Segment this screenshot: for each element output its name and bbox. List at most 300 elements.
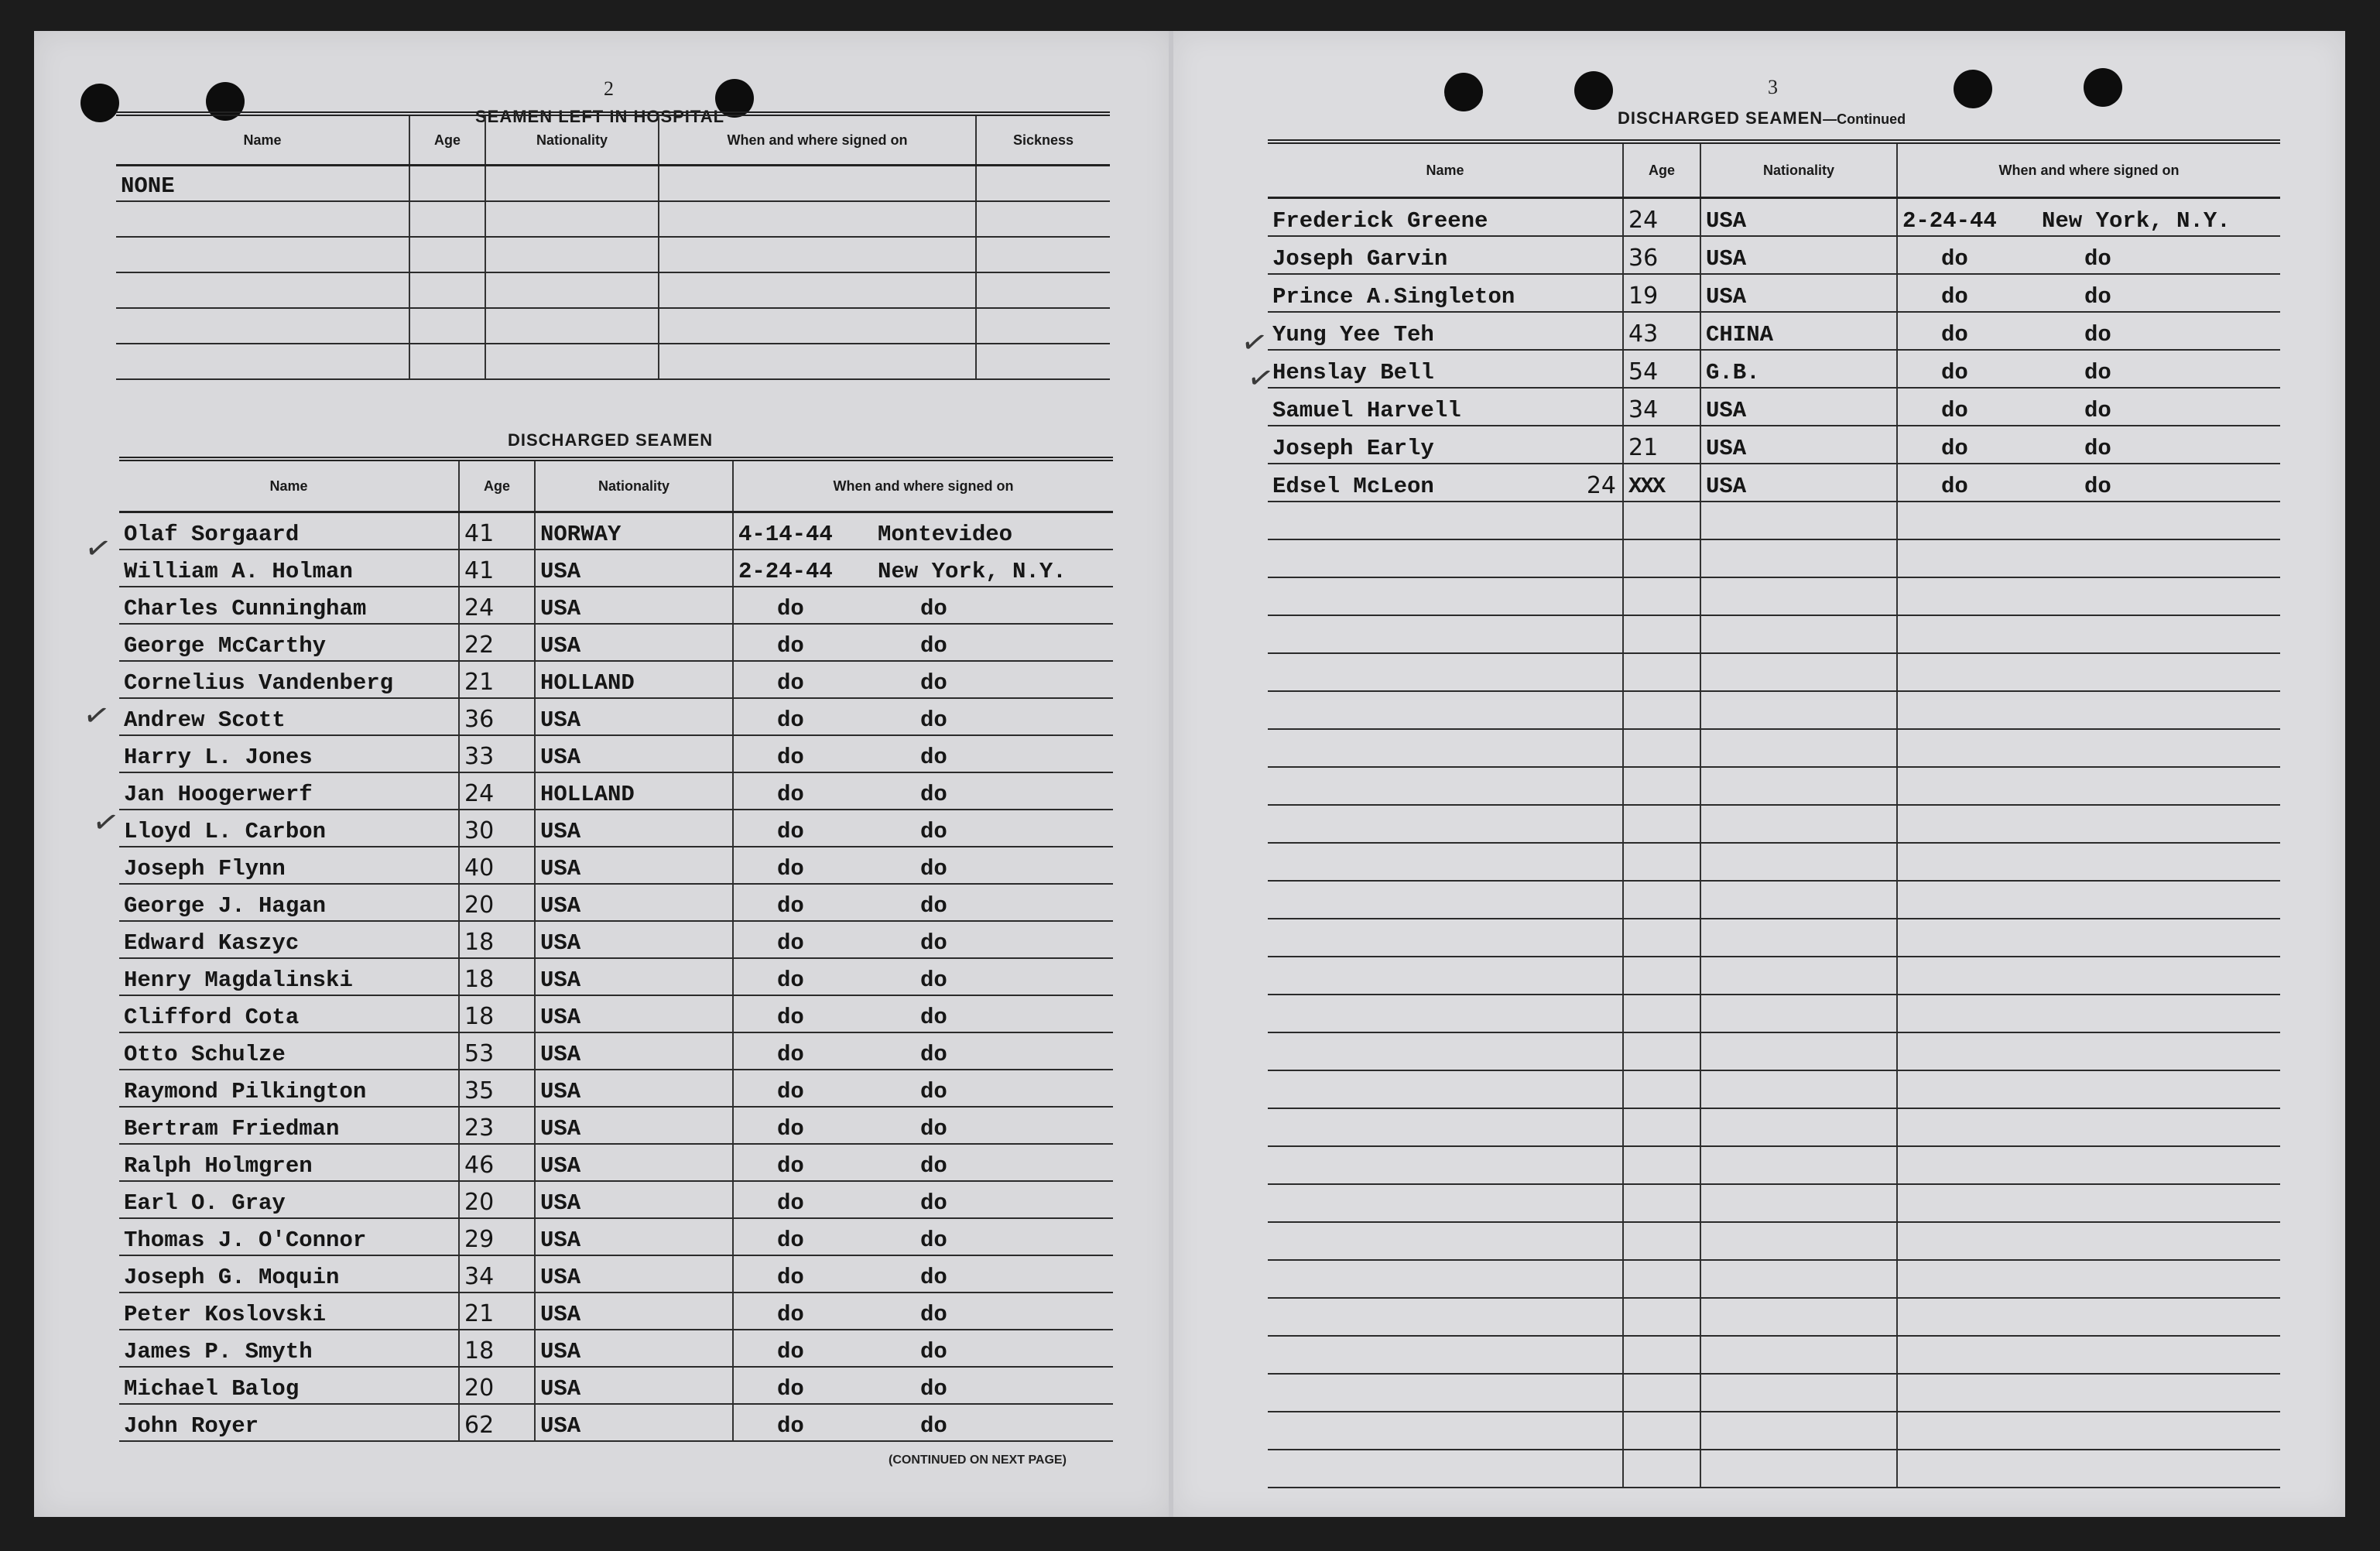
cell-nationality: USA xyxy=(536,885,734,920)
table-row xyxy=(1268,1299,2280,1337)
name-text: Edsel McLeon xyxy=(1272,474,1434,499)
signed-place: do xyxy=(2084,398,2111,423)
cell-signed-on xyxy=(734,736,1113,772)
cell-age: 35 xyxy=(460,1070,536,1106)
table-row xyxy=(1268,844,2280,882)
name-text: Joseph Early xyxy=(1272,436,1434,461)
table-row xyxy=(1268,1261,2280,1299)
cell-age: 34 xyxy=(1624,389,1701,425)
cell-signed-on xyxy=(734,810,1113,846)
cell-name: Lloyd L. Carbon xyxy=(119,810,460,846)
cell-empty xyxy=(1898,1412,2280,1449)
signed-date: do xyxy=(777,930,804,956)
table-row xyxy=(119,996,1113,1033)
name-text: Joseph Garvin xyxy=(1272,246,1448,272)
signed-date: do xyxy=(777,1339,804,1364)
cell-empty xyxy=(1624,1223,1701,1259)
signed-date: do xyxy=(777,782,804,807)
signed-date: do xyxy=(1941,246,1968,272)
cell-empty xyxy=(977,238,1110,272)
signed-place: do xyxy=(920,930,947,956)
header-age: Age xyxy=(460,461,536,511)
cell-nationality: USA xyxy=(536,587,734,623)
cell-empty xyxy=(1624,882,1701,918)
cell-empty xyxy=(1624,654,1701,690)
table-row xyxy=(119,1368,1113,1405)
cell-empty xyxy=(1624,578,1701,615)
table-row xyxy=(1268,1185,2280,1223)
cell-age: 22 xyxy=(460,625,536,660)
cell-age: 18 xyxy=(460,996,536,1032)
cell-empty xyxy=(1898,995,2280,1032)
cell-empty xyxy=(486,309,659,343)
cell-empty xyxy=(1624,995,1701,1032)
cell-nationality: USA xyxy=(536,847,734,883)
cell-empty xyxy=(1898,1223,2280,1259)
cell-nationality: USA xyxy=(1701,237,1898,273)
cell-signed-on xyxy=(1898,426,2280,463)
cell-empty xyxy=(1624,1299,1701,1335)
cell-name: James P. Smyth xyxy=(119,1330,460,1366)
table-row xyxy=(1268,995,2280,1033)
cell-name: NONE xyxy=(116,166,410,200)
signed-date: do xyxy=(777,1042,804,1067)
signed-place: do xyxy=(920,893,947,919)
cell-empty xyxy=(1268,1375,1624,1411)
cell-nationality: USA xyxy=(1701,199,1898,235)
cell-name: Raymond Pilkington xyxy=(119,1070,460,1106)
cell-signed-on xyxy=(734,1405,1113,1440)
cell-empty xyxy=(486,166,659,200)
cell-empty xyxy=(1701,540,1898,577)
name-text: Prince A.Singleton xyxy=(1272,284,1515,310)
table-row xyxy=(1268,1147,2280,1185)
cell-empty xyxy=(1898,1450,2280,1487)
cell-empty xyxy=(1701,616,1898,652)
cell-empty xyxy=(1268,768,1624,804)
cell-empty xyxy=(659,166,977,200)
cell-name xyxy=(1268,389,1624,425)
cell-empty xyxy=(1268,1185,1624,1221)
cell-empty xyxy=(1701,1223,1898,1259)
cell-age: 18 xyxy=(460,959,536,995)
signed-date: do xyxy=(777,893,804,919)
table-row xyxy=(1268,1412,2280,1450)
cell-empty xyxy=(1624,1337,1701,1373)
cell-empty xyxy=(1268,616,1624,652)
cell-signed-on xyxy=(734,959,1113,995)
table-row xyxy=(119,1219,1113,1256)
cell-empty xyxy=(1701,1071,1898,1108)
table-row xyxy=(1268,730,2280,768)
cell-name: Otto Schulze xyxy=(119,1033,460,1069)
cell-name xyxy=(1268,426,1624,463)
header-sickness: Sickness xyxy=(1012,132,1074,148)
cell-empty xyxy=(1268,919,1624,956)
table-row xyxy=(1268,1223,2280,1261)
cell-empty xyxy=(1268,578,1624,615)
cell-age: 40 xyxy=(460,847,536,883)
table-row xyxy=(119,1033,1113,1070)
cell-age: 46 xyxy=(460,1145,536,1180)
cell-name: Harry L. Jones xyxy=(119,736,460,772)
cell-empty xyxy=(1701,1033,1898,1070)
signed-date: do xyxy=(777,819,804,844)
table-row xyxy=(1268,389,2280,426)
cell-empty xyxy=(1898,540,2280,577)
cell-age: 54 xyxy=(1624,351,1701,387)
cell-nationality: USA xyxy=(1701,426,1898,463)
cell-empty xyxy=(1624,616,1701,652)
cell-name: Olaf Sorgaard xyxy=(119,513,460,549)
signed-place: do xyxy=(920,1227,947,1253)
cell-empty xyxy=(1898,1185,2280,1221)
cell-signed-on xyxy=(734,699,1113,734)
signed-place: do xyxy=(920,745,947,770)
cell-empty xyxy=(1268,730,1624,766)
header-nationality: Nationality xyxy=(486,116,659,164)
cell-name xyxy=(116,238,410,272)
cell-nationality: USA xyxy=(536,1070,734,1106)
cell-empty xyxy=(1701,882,1898,918)
continued-title-main: DISCHARGED SEAMEN xyxy=(1618,108,1824,128)
header-nationality: Nationality xyxy=(1701,144,1898,197)
table-row xyxy=(1268,1109,2280,1147)
cell-empty xyxy=(1624,957,1701,994)
cell-signed-on xyxy=(1898,389,2280,425)
cell-name xyxy=(1268,199,1624,235)
cell-empty xyxy=(977,273,1110,307)
cell-age: 18 xyxy=(460,1330,536,1366)
cell-name xyxy=(1268,464,1624,501)
signed-date: do xyxy=(1941,322,1968,348)
cell-age: 29 xyxy=(460,1219,536,1255)
cell-empty xyxy=(1624,844,1701,880)
cell-empty xyxy=(1268,806,1624,842)
signed-place: do xyxy=(920,1153,947,1179)
signed-date: do xyxy=(777,1376,804,1402)
cell-empty xyxy=(1898,1375,2280,1411)
cell-age: 19 xyxy=(1624,275,1701,311)
signed-date: do xyxy=(1941,436,1968,461)
table-row xyxy=(119,885,1113,922)
cell-signed-on xyxy=(734,885,1113,920)
cell-empty xyxy=(1701,1147,1898,1183)
signed-place: do xyxy=(2084,322,2111,348)
cell-empty xyxy=(1268,844,1624,880)
cell-empty xyxy=(1268,1412,1624,1449)
cell-name xyxy=(116,344,410,378)
cell-signed-on xyxy=(734,773,1113,809)
cell-empty xyxy=(1898,1299,2280,1335)
signed-place: New York, N.Y. xyxy=(878,559,1067,584)
hospital-table xyxy=(116,111,1110,380)
cell-empty xyxy=(659,202,977,236)
cell-empty xyxy=(1624,806,1701,842)
cell-empty xyxy=(1624,730,1701,766)
signed-place: do xyxy=(920,596,947,621)
cell-signed-on xyxy=(734,847,1113,883)
cell-empty xyxy=(410,273,486,307)
signed-place: do xyxy=(920,856,947,882)
cell-empty xyxy=(1898,654,2280,690)
signed-place: do xyxy=(920,1079,947,1104)
cell-empty xyxy=(410,238,486,272)
table-row xyxy=(119,736,1113,773)
cell-empty xyxy=(1624,1033,1701,1070)
signed-place: do xyxy=(2084,284,2111,310)
signed-date: 2-24-44 xyxy=(738,559,833,584)
signed-date: do xyxy=(777,707,804,733)
cell-age: 21 xyxy=(460,662,536,697)
signed-date: do xyxy=(1941,360,1968,385)
cell-signed-on xyxy=(1898,464,2280,501)
table-row xyxy=(119,513,1113,550)
cell-empty xyxy=(1268,1337,1624,1373)
page-fold xyxy=(1169,31,1173,1517)
cell-empty xyxy=(977,309,1110,343)
signed-date: do xyxy=(777,745,804,770)
cell-nationality: HOLLAND xyxy=(536,662,734,697)
cell-empty xyxy=(1701,995,1898,1032)
cell-nationality: USA xyxy=(536,1293,734,1329)
signed-place: do xyxy=(2084,246,2111,272)
discharged-table xyxy=(119,457,1113,1442)
cell-empty xyxy=(1898,1261,2280,1297)
cell-signed-on xyxy=(1898,275,2280,311)
cell-name xyxy=(1268,275,1624,311)
cell-empty xyxy=(1268,692,1624,728)
table-row xyxy=(119,1145,1113,1182)
cell-signed-on xyxy=(1898,237,2280,273)
cell-empty xyxy=(1268,957,1624,994)
signed-date: do xyxy=(777,967,804,993)
signed-place: do xyxy=(920,1302,947,1327)
signed-date: do xyxy=(777,1005,804,1030)
cell-name: Edward Kaszyc xyxy=(119,922,460,957)
cell-name: Joseph G. Moquin xyxy=(119,1256,460,1292)
cell-age: 34 xyxy=(460,1256,536,1292)
table-row xyxy=(1268,1375,2280,1412)
signed-place: do xyxy=(920,1116,947,1142)
signed-date: do xyxy=(1941,284,1968,310)
cell-nationality: HOLLAND xyxy=(536,773,734,809)
cell-empty xyxy=(1701,844,1898,880)
punch-hole xyxy=(1954,70,1992,108)
cell-age: 36 xyxy=(460,699,536,734)
cell-signed-on xyxy=(734,625,1113,660)
cell-signed-on xyxy=(734,922,1113,957)
cell-empty xyxy=(1898,616,2280,652)
header-age: Age xyxy=(410,116,486,164)
discharged-title: DISCHARGED SEAMEN xyxy=(508,430,714,450)
cell-empty xyxy=(1898,1147,2280,1183)
cell-empty xyxy=(1624,768,1701,804)
cell-empty xyxy=(659,309,977,343)
cell-nationality: USA xyxy=(1701,464,1898,501)
cell-name: Clifford Cota xyxy=(119,996,460,1032)
punch-hole xyxy=(1574,71,1613,110)
cell-signed-on xyxy=(734,1330,1113,1366)
table-row xyxy=(116,273,1110,309)
cell-empty xyxy=(1701,919,1898,956)
cell-age: 20 xyxy=(460,885,536,920)
table-row xyxy=(1268,692,2280,730)
cell-empty xyxy=(1898,919,2280,956)
cell-name: George McCarthy xyxy=(119,625,460,660)
cell-age: 24 xyxy=(460,587,536,623)
cell-empty xyxy=(1624,1185,1701,1221)
table-row xyxy=(1268,957,2280,995)
table-row xyxy=(116,202,1110,238)
table-row xyxy=(1268,1033,2280,1071)
cell-empty xyxy=(1701,1412,1898,1449)
cell-name xyxy=(1268,351,1624,387)
table-row xyxy=(1268,275,2280,313)
cell-empty xyxy=(1898,1337,2280,1373)
cell-empty xyxy=(1624,1109,1701,1145)
signed-date: do xyxy=(777,1153,804,1179)
cell-empty xyxy=(1624,1071,1701,1108)
cell-empty xyxy=(1701,1337,1898,1373)
cell-empty xyxy=(1268,1071,1624,1108)
cell-empty xyxy=(1268,654,1624,690)
cell-age: 24 xyxy=(460,773,536,809)
cell-signed-on xyxy=(1898,351,2280,387)
cell-empty xyxy=(1701,957,1898,994)
table-row xyxy=(1268,502,2280,540)
cell-empty xyxy=(1898,1033,2280,1070)
cell-empty xyxy=(410,166,486,200)
hospital-title: SEAMEN LEFT IN HOSPITAL xyxy=(475,107,725,126)
cell-empty xyxy=(659,273,977,307)
cell-empty xyxy=(1701,502,1898,539)
table-row xyxy=(1268,1450,2280,1488)
table-row xyxy=(119,959,1113,996)
cell-signed-on xyxy=(734,1070,1113,1106)
check-mark: ✓ xyxy=(1244,358,1277,399)
cell-nationality: USA xyxy=(1701,389,1898,425)
cell-empty xyxy=(659,344,977,378)
signed-place: do xyxy=(920,1413,947,1439)
cell-empty xyxy=(1898,1109,2280,1145)
cell-empty xyxy=(1268,502,1624,539)
table-row xyxy=(1268,540,2280,578)
cell-empty xyxy=(1701,654,1898,690)
table-row xyxy=(1268,806,2280,844)
signed-place: do xyxy=(920,967,947,993)
cell-age: 24 xyxy=(1624,199,1701,235)
cell-nationality: USA xyxy=(536,1256,734,1292)
table-row xyxy=(1268,768,2280,806)
signed-place: do xyxy=(920,707,947,733)
header-name: Name xyxy=(116,116,410,164)
continued-note: (CONTINUED ON NEXT PAGE) xyxy=(889,1453,1067,1467)
signed-date: do xyxy=(1941,398,1968,423)
cell-empty xyxy=(1624,1261,1701,1297)
cell-empty xyxy=(1701,1185,1898,1221)
cell-signed-on xyxy=(734,1033,1113,1069)
cell-nationality: USA xyxy=(536,959,734,995)
cell-age: 36 xyxy=(1624,237,1701,273)
cell-signed-on xyxy=(1898,313,2280,349)
cell-age: 30 xyxy=(460,810,536,846)
header-nationality: Nationality xyxy=(536,461,734,511)
header-signed-on: When and where signed on xyxy=(833,478,1014,494)
cell-empty xyxy=(1898,1071,2280,1108)
signed-date: do xyxy=(777,856,804,882)
signed-date: do xyxy=(777,633,804,659)
punch-hole xyxy=(1444,73,1483,111)
cell-name: Henry Magdalinski xyxy=(119,959,460,995)
cell-empty xyxy=(1701,1450,1898,1487)
cell-empty xyxy=(1268,1109,1624,1145)
name-text: Henslay Bell xyxy=(1272,360,1434,385)
signed-date: do xyxy=(777,1227,804,1253)
table-row xyxy=(1268,426,2280,464)
cell-empty xyxy=(410,202,486,236)
table-row xyxy=(116,238,1110,273)
cell-empty xyxy=(1701,1261,1898,1297)
signed-place: do xyxy=(920,819,947,844)
cell-empty xyxy=(977,202,1110,236)
cell-name: Charles Cunningham xyxy=(119,587,460,623)
cell-name: Peter Koslovski xyxy=(119,1293,460,1329)
cell-empty xyxy=(1898,882,2280,918)
table-row xyxy=(1268,313,2280,351)
continued-title-suffix: —Continued xyxy=(1823,111,1906,127)
table-row xyxy=(119,847,1113,885)
cell-empty xyxy=(1268,1033,1624,1070)
name-text: Samuel Harvell xyxy=(1272,398,1461,423)
cell-nationality: NORWAY xyxy=(536,513,734,549)
table-row xyxy=(119,662,1113,699)
header-name: Name xyxy=(1268,144,1624,197)
signed-date: do xyxy=(777,1265,804,1290)
cell-nationality: USA xyxy=(536,1145,734,1180)
cell-age: 20 xyxy=(460,1368,536,1403)
cell-empty xyxy=(1701,730,1898,766)
signed-date: do xyxy=(1941,474,1968,499)
cell-empty xyxy=(486,273,659,307)
cell-age: 21 xyxy=(1624,426,1701,463)
cell-signed-on xyxy=(734,1182,1113,1217)
cell-name: Joseph Flynn xyxy=(119,847,460,883)
cell-name: Earl O. Gray xyxy=(119,1182,460,1217)
table-row xyxy=(116,344,1110,380)
cell-signed-on xyxy=(734,1256,1113,1292)
cell-signed-on xyxy=(734,513,1113,549)
table-row xyxy=(119,922,1113,959)
signed-place: do xyxy=(2084,436,2111,461)
cell-signed-on xyxy=(1898,199,2280,235)
cell-empty xyxy=(1701,1109,1898,1145)
table-row xyxy=(119,1405,1113,1442)
table-row xyxy=(1268,1071,2280,1109)
check-mark: ✓ xyxy=(80,696,113,736)
cell-nationality: USA xyxy=(536,810,734,846)
cell-empty xyxy=(1268,540,1624,577)
cell-empty xyxy=(977,344,1110,378)
cell-name: Jan Hoogerwerf xyxy=(119,773,460,809)
table-row xyxy=(1268,1337,2280,1375)
cell-age: 23 xyxy=(460,1108,536,1143)
table-row xyxy=(119,1330,1113,1368)
cell-empty xyxy=(1898,768,2280,804)
table-row xyxy=(119,1070,1113,1108)
handwritten-age: 24 xyxy=(1586,472,1616,499)
cell-empty xyxy=(1898,844,2280,880)
